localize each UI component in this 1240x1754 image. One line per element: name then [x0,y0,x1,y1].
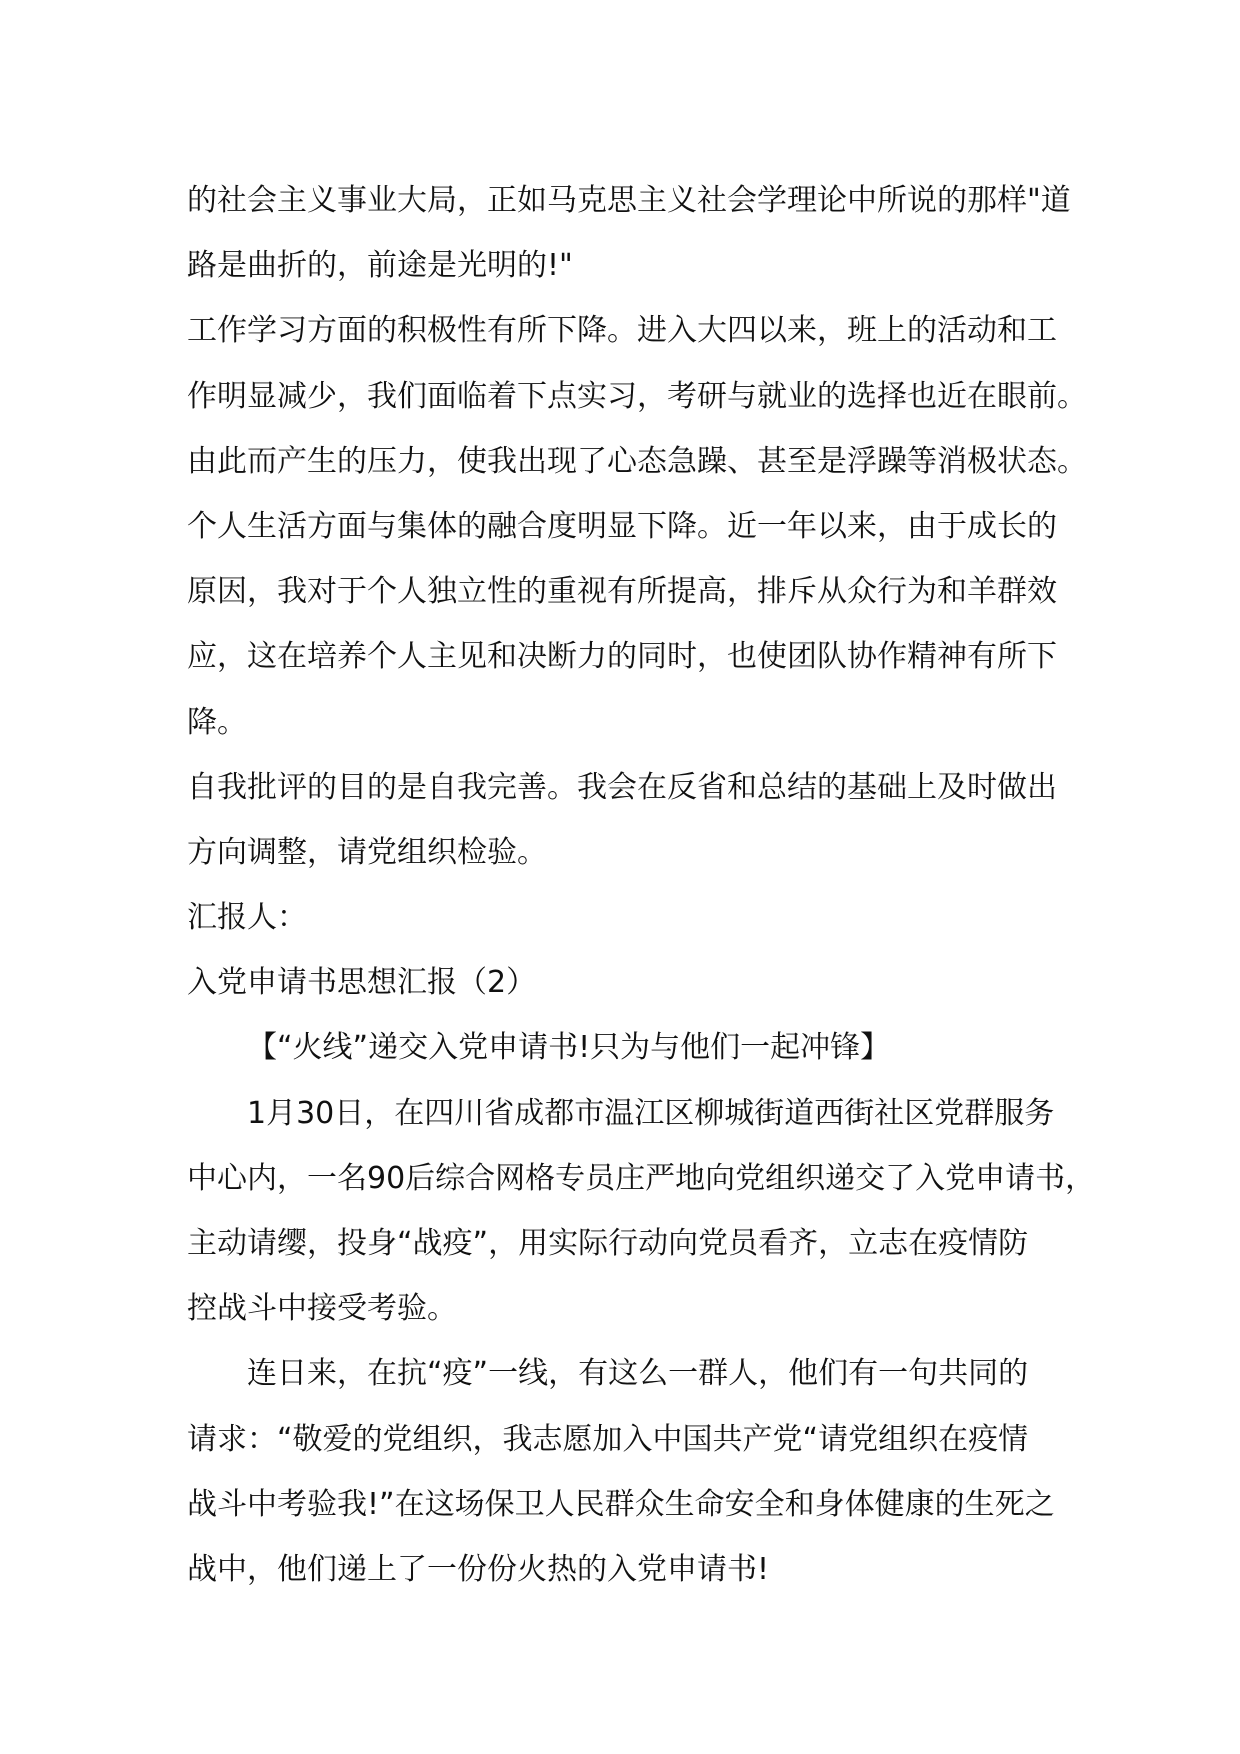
text-line: 应，这在培养个人主见和决断力的同时，也使团队协作精神有所下 [187,639,1057,675]
text-line: 1月30日，在四川省成都市温江区柳城街道西街社区党群服务 [247,1095,1055,1131]
text-line: 连日来，在抗“疫”一线，有这么一群人，他们有一句共同的 [247,1356,1029,1392]
text-line: 工作学习方面的积极性有所下降。进入大四以来，班上的活动和工 [187,313,1057,349]
text-line: 【“火线”递交入党申请书!只为与他们一起冲锋】 [247,1030,891,1066]
text-line: 自我批评的目的是自我完善。我会在反省和总结的基础上及时做出 [187,769,1057,805]
text-line: 原因，我对于个人独立性的重视有所提高，排斥从众行为和羊群效 [187,574,1057,610]
text-line: 战斗中考验我!”在这场保卫人民群众生命安全和身体健康的生死之 [187,1486,1055,1522]
text-line: 控战斗中接受考验。 [187,1291,457,1327]
text-line: 主动请缨，投身“战疫”，用实际行动向党员看齐，立志在疫情防 [187,1226,1029,1261]
text-line: 请求：“敬爱的党组织，我志愿加入中国共产党“请党组织在疫情 [187,1421,1029,1457]
text-line: 降。 [187,704,247,740]
text-line: 入党申请书思想汇报（2） [187,965,537,1001]
text-line: 战中，他们递上了一份份火热的入党申请书! [187,1551,770,1587]
text-line: 由此而产生的压力，使我出现了心态急躁、甚至是浮躁等消极状态。 [187,443,1087,479]
text-line: 汇报人： [187,900,307,936]
text-line: 个人生活方面与集体的融合度明显下降。近一年以来，由于成长的 [187,508,1057,544]
text-line: 路是曲折的，前途是光明的!" [187,248,573,284]
text-line: 作明显减少，我们面临着下点实习，考研与就业的选择也近在眼前。 [187,378,1087,414]
document-body [187,168,1096,1602]
text-line: 的社会主义事业大局，正如马克思主义社会学理论中所说的那样"道 [187,183,1071,218]
text-line: 方向调整，请党组织检验。 [187,834,547,870]
text-line: 中心内，一名90后综合网格专员庄严地向党组织递交了入党申请书， [187,1160,1096,1196]
